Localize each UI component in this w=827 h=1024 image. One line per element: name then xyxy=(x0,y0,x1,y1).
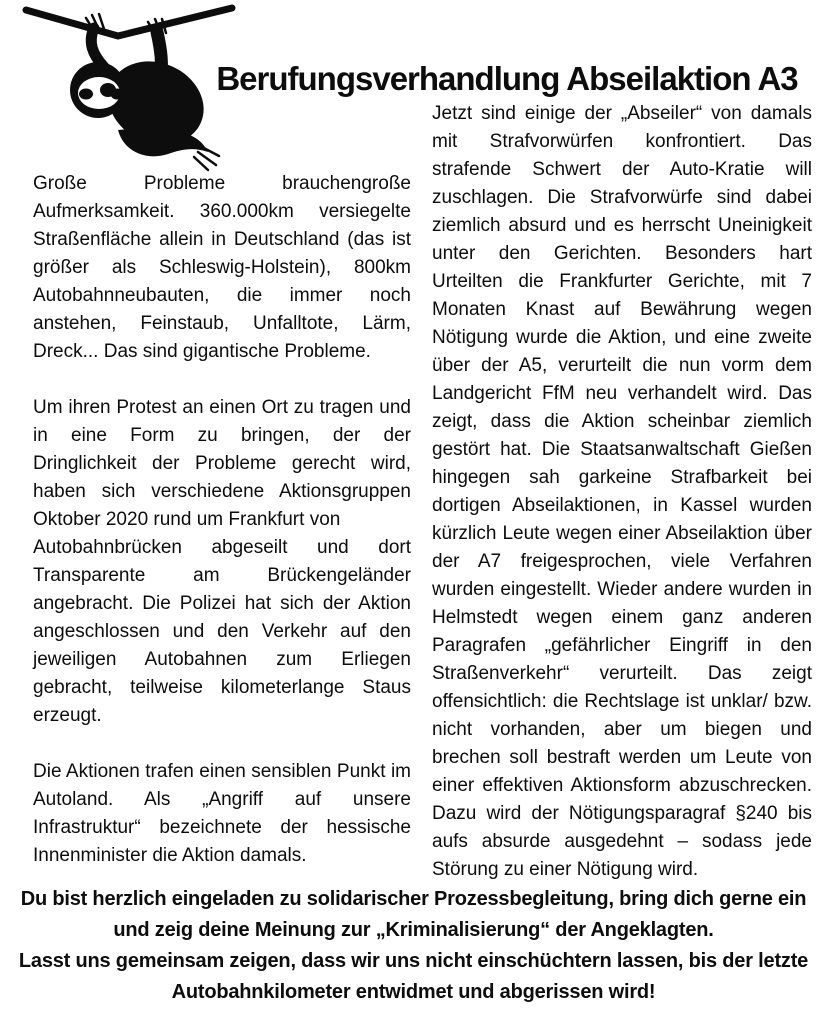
left-column xyxy=(33,170,411,898)
right-column xyxy=(432,100,812,912)
page-title: Berufungsverhandlung Abseilaktion A3 xyxy=(216,60,798,98)
paragraph-protest-a: Um ihren Protest an einen Ort zu tragen und in eine Form zu bringen, der der Dringlichkeit der Probleme gerecht wird, haben sich verschiedene Aktionsgruppen Oktober 2020 rund um Frankfurt von xyxy=(33,397,411,530)
paragraph-problems: Große Probleme brauchengroße Aufmerksamkeit. 360.000km versiegelte Straßenfläche allein in Deutschland (das ist größer als Schleswig-Holstein), 800km Autobahnneubauten, die immer noch anstehen, Feinstaub, Unfalltote, Lärm, Dreck... Das sind gigantische Probleme. xyxy=(33,173,411,362)
paragraph-reaction: Die Aktionen trafen einen sensiblen Punkt im Autoland. Als „Angriff auf unsere Infrastruktur“ bezeichnete der hessische Innenminister die Aktion damals. xyxy=(33,761,411,866)
footer-call-to-action xyxy=(17,884,810,1008)
footer-invitation: Du bist herzlich eingeladen zu solidarischer Prozessbegleitung, bring dich gerne ein und zeig deine Meinung zur „Kriminalisierung“ der Angeklagten. xyxy=(20,888,807,941)
footer-callout: Lasst uns gemeinsam zeigen, dass wir uns nicht einschüchtern lassen, bis der letzte Autobahnkilometer entwidmet und abgerissen wird! xyxy=(18,950,809,1003)
paragraph-protest-b: Autobahnbrücken abgeseilt und dort Transparente am Brückengeländer angebracht. Die Polizei hat sich der Aktion angeschlossen und den Verkehr auf den jeweiligen Autobahnen zum Erliegen gebracht, teilweise kilometerlange Staus erzeugt. xyxy=(33,537,411,726)
paragraph-trials: Jetzt sind einige der „Abseiler“ von damals mit Strafvorwürfen konfrontiert. Das strafende Schwert der Auto-Kratie will zuschlagen. Die Strafvorwürfe sind dabei ziemlich absurd und es herrscht Uneinigkeit unter den Gerichten. Besonders hart Urteilten die Frankfurter Gerichte, mit 7 Monaten Knast auf Bewährung wegen Nötigung wurde die Aktion, und eine zweite über der A5, verurteilt die nun vorm dem Landgericht FfM neu verhandelt wird. Das zeigt, dass die Aktion scheinbar ziemlich gestört hat. Die Staatsanwaltschaft Gießen hingegen sah garkeine Strafbarkeit bei dortigen Abseilaktionen, in Kassel wurden kürzlich Leute wegen einer Abseilaktion über der A7 freigesprochen, viele Verfahren wurden eingestellt. Wieder andere wurden in Helmstedt wegen einem ganz anderen Paragrafen „gefährlicher Eingriff in den Straßenverkehr“ verurteilt. Das zeigt offensichtlich: die Rechtslage ist unklar/ bzw. nicht vorhanden, aber um biegen und brechen soll bestraft werden um Leute von einer effektiven Aktionsform abzuschrecken. Dazu wird der Nötigungsparagraf §240 bis aufs absurde ausgedehnt – sodass jede Störung zu einer Nötigung wird. xyxy=(432,103,812,880)
branch-line xyxy=(26,8,232,36)
